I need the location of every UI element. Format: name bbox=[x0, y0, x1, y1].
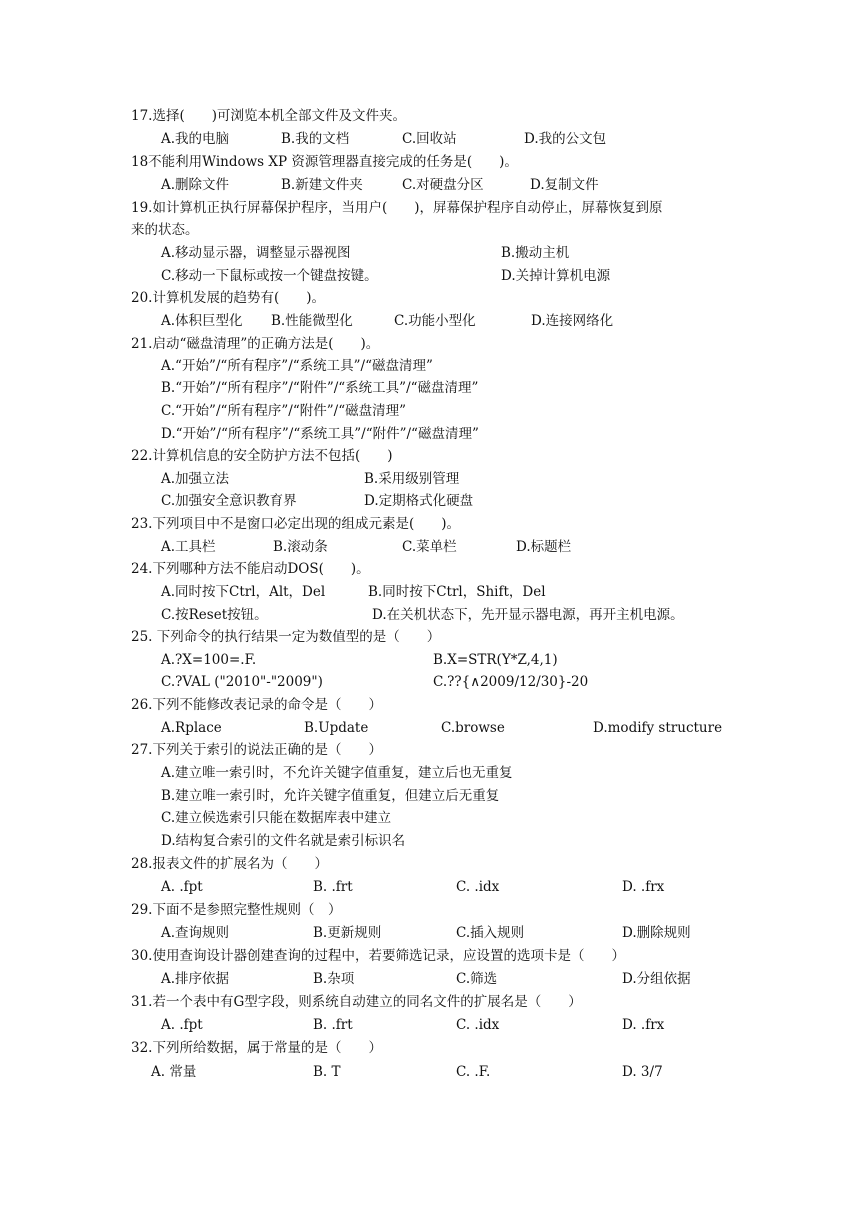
option-a: A.加强立法 bbox=[161, 471, 230, 487]
option-c: C.回收站 bbox=[402, 131, 457, 147]
option-c: C.功能小型化 bbox=[394, 313, 476, 329]
option-c: C.移动一下鼠标或按一个键盘按键。 bbox=[161, 268, 378, 284]
option-d: D.删除规则 bbox=[622, 925, 691, 941]
option-c: C.?VAL ("2010"-"2009") bbox=[161, 674, 323, 690]
question-22-stem: 22.计算机信息的安全防护方法不包括( ) bbox=[131, 448, 393, 464]
option-d: D. 3/7 bbox=[622, 1064, 663, 1080]
option-a: A.?X=100=.F. bbox=[161, 652, 257, 668]
option-a: A.同时按下Ctrl，Alt，Del bbox=[161, 584, 326, 600]
option-b: B.更新规则 bbox=[313, 925, 382, 941]
option-c: C.筛选 bbox=[456, 971, 498, 987]
option-b: B.性能微型化 bbox=[271, 313, 353, 329]
option-d: D.复制文件 bbox=[530, 177, 599, 193]
option-d: D.“开始”/“所有程序”/“系统工具”/“附件”/“磁盘清理” bbox=[161, 426, 479, 442]
option-d: C.??{∧2009/12/30}-20 bbox=[433, 674, 589, 690]
question-18-stem: 18不能利用Windows XP 资源管理器直接完成的任务是( )。 bbox=[131, 154, 518, 170]
option-b: B.杂项 bbox=[313, 971, 355, 987]
option-b: B.新建文件夹 bbox=[281, 177, 363, 193]
option-c: C.建立候选索引只能在数据库表中建立 bbox=[161, 810, 392, 826]
option-b: B.Update bbox=[304, 720, 369, 736]
option-a: A.体积巨型化 bbox=[161, 313, 243, 329]
question-31-stem: 31.若一个表中有G型字段，则系统自动建立的同名文件的扩展名是（ ） bbox=[131, 994, 582, 1010]
option-c: C. .F. bbox=[456, 1064, 491, 1080]
option-d: D.定期格式化硬盘 bbox=[364, 493, 474, 509]
option-b: B.搬动主机 bbox=[501, 245, 570, 261]
option-b: B.采用级别管理 bbox=[364, 471, 460, 487]
option-b: B.X=STR(Y*Z,4,1) bbox=[433, 652, 558, 668]
question-28-stem: 28.报表文件的扩展名为（ ） bbox=[131, 856, 328, 872]
question-19-stem-cont: 来的状态。 bbox=[131, 222, 199, 238]
option-a: A.Rplace bbox=[161, 720, 222, 736]
question-23-stem: 23.下列项目中不是窗口必定出现的组成元素是( )。 bbox=[131, 516, 461, 532]
option-c: C.菜单栏 bbox=[402, 539, 457, 555]
option-c: C.browse bbox=[441, 720, 505, 736]
option-d: D.modify structure bbox=[593, 720, 723, 736]
option-d: D.在关机状态下，先开显示器电源，再开主机电源。 bbox=[372, 607, 684, 623]
option-d: D.我的公文包 bbox=[524, 131, 607, 147]
question-32-stem: 32.下列所给数据，属于常量的是（ ） bbox=[131, 1040, 382, 1056]
question-27-stem: 27.下列关于索引的说法正确的是（ ） bbox=[131, 742, 382, 758]
option-c: C.插入规则 bbox=[456, 925, 525, 941]
option-a: A.排序依据 bbox=[161, 971, 230, 987]
option-c: C. .idx bbox=[456, 879, 500, 895]
option-a: A.查询规则 bbox=[161, 925, 230, 941]
option-b: B. .frt bbox=[313, 1017, 353, 1033]
option-a: A. 常量 bbox=[151, 1064, 197, 1080]
option-c: C.“开始”/“所有程序”/“附件”/“磁盘清理” bbox=[161, 403, 406, 419]
option-b: B.我的文档 bbox=[281, 131, 350, 147]
option-d: D.结构复合索引的文件名就是索引标识名 bbox=[161, 833, 406, 849]
option-b: B. T bbox=[313, 1064, 341, 1080]
question-25-stem: 25. 下列命令的执行结果一定为数值型的是（ ） bbox=[131, 629, 441, 645]
option-d: D. .frx bbox=[622, 879, 665, 895]
question-24-stem: 24.下列哪种方法不能启动DOS( )。 bbox=[131, 561, 370, 577]
option-a: A.我的电脑 bbox=[161, 131, 230, 147]
option-b: B.滚动条 bbox=[273, 539, 328, 555]
option-a: A.删除文件 bbox=[161, 177, 230, 193]
option-b: B.同时按下Ctrl，Shift，Del bbox=[368, 584, 546, 600]
question-20-stem: 20.计算机发展的趋势有( )。 bbox=[131, 290, 326, 306]
option-c: C. .idx bbox=[456, 1017, 500, 1033]
option-a: A. .fpt bbox=[161, 879, 203, 895]
option-c: C.对硬盘分区 bbox=[402, 177, 484, 193]
option-d: D.标题栏 bbox=[516, 539, 572, 555]
option-a: A. .fpt bbox=[161, 1017, 203, 1033]
question-19-stem: 19.如计算机正执行屏幕保护程序，当用户( )，屏幕保护程序自动停止，屏幕恢复到原 bbox=[131, 200, 663, 216]
option-d: D.关掉计算机电源 bbox=[501, 268, 611, 284]
option-a: A.工具栏 bbox=[161, 539, 216, 555]
question-30-stem: 30.使用查询设计器创建查询的过程中，若要筛选记录，应设置的选项卡是（ ） bbox=[131, 948, 625, 964]
option-a: A.“开始”/“所有程序”/“系统工具”/“磁盘清理” bbox=[161, 358, 433, 374]
option-d: D. .frx bbox=[622, 1017, 665, 1033]
option-d: D.分组依据 bbox=[622, 971, 691, 987]
option-b: B.建立唯一索引时，允许关键字值重复，但建立后无重复 bbox=[161, 788, 500, 804]
question-17-stem: 17.选择( )可浏览本机全部文件及文件夹。 bbox=[131, 108, 407, 124]
option-c: C.加强安全意识教育界 bbox=[161, 493, 297, 509]
option-b: B.“开始”/“所有程序”/“附件”/“系统工具”/“磁盘清理” bbox=[161, 380, 479, 396]
question-21-stem: 21.启动“磁盘清理”的正确方法是( )。 bbox=[131, 336, 380, 352]
question-29-stem: 29.下面不是参照完整性规则（ ） bbox=[131, 902, 342, 918]
option-d: D.连接网络化 bbox=[531, 313, 614, 329]
option-a: A.建立唯一索引时，不允许关键字值重复，建立后也无重复 bbox=[161, 765, 513, 781]
option-a: A.移动显示器，调整显示器视图 bbox=[161, 245, 351, 261]
option-b: B. .frt bbox=[313, 879, 353, 895]
question-26-stem: 26.下列不能修改表记录的命令是（ ） bbox=[131, 697, 382, 713]
option-c: C.按Reset按钮。 bbox=[161, 607, 268, 623]
